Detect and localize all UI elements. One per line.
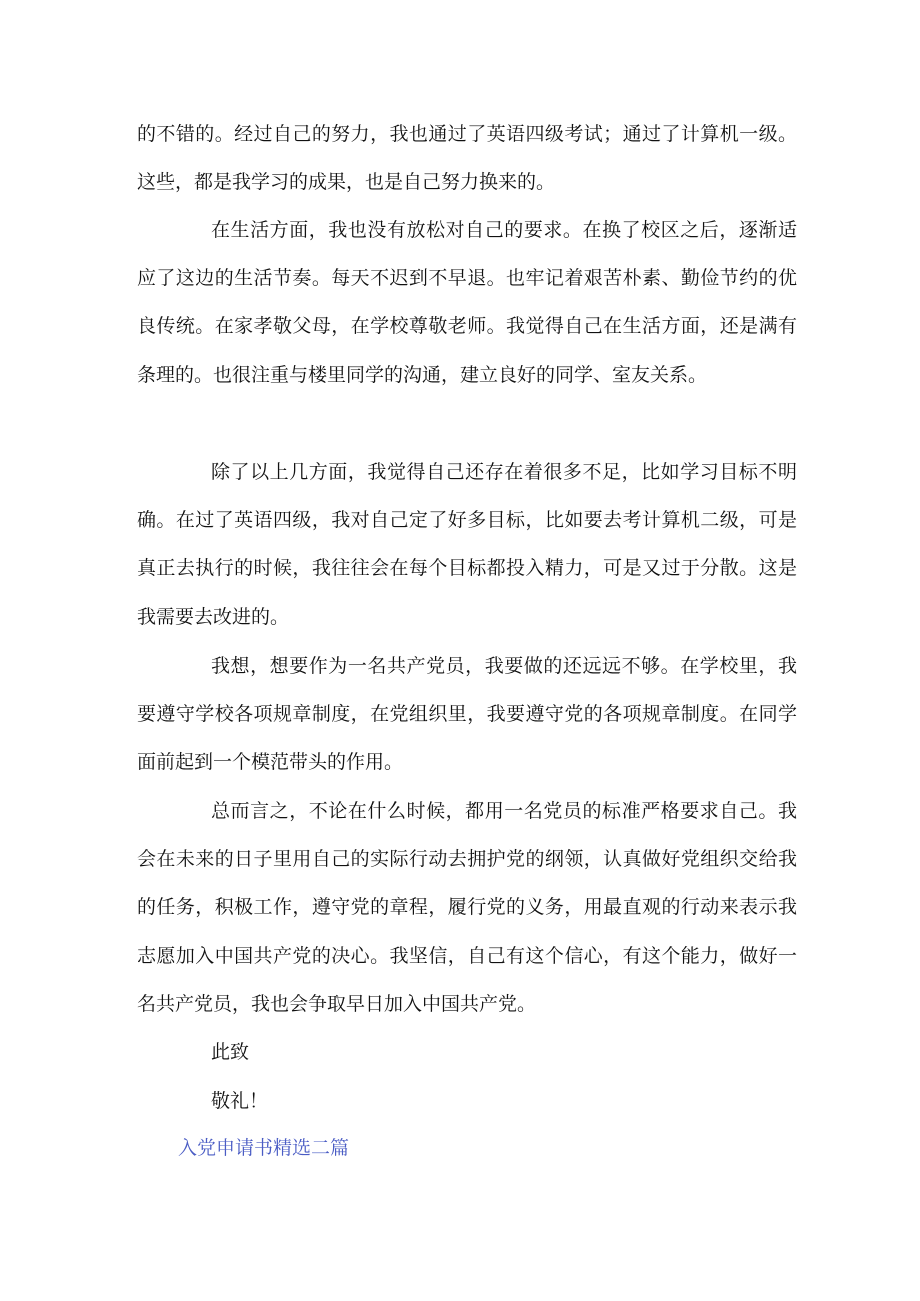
related-article-link[interactable]: 入党申请书精选二篇	[178, 1137, 350, 1159]
paragraph-study-results: 的不错的。经过自己的努力，我也通过了英语四级考试；通过了计算机一级。这些，都是我学习的成果，也是自己努力换来的。	[137, 123, 797, 194]
closing-regards: 敬礼！	[211, 1090, 269, 1112]
paragraph-shortcomings: 除了以上几方面，我觉得自己还存在着很多不足，比如学习目标不明确。在过了英语四级，我对自己定了好多目标，比如要去考计算机二级，可是真正去执行的时候，我往往会在每个目标都投入精力，可是又过于分散。这是我需要去改进的。	[137, 461, 797, 628]
closing-salutation: 此致	[211, 1041, 250, 1063]
paragraph-party-member-goals: 我想，想要作为一名共产党员，我要做的还远远不够。在学校里，我要遵守学校各项规章制度，在党组织里，我要遵守党的各项规章制度。在同学面前起到一个模范带头的作用。	[137, 655, 797, 774]
paragraph-life-aspects: 在生活方面，我也没有放松对自己的要求。在换了校区之后，逐渐适应了这边的生活节奏。每天不迟到不早退。也牢记着艰苦朴素、勤俭节约的优良传统。在家孝敬父母，在学校尊敬老师。我觉得自己在生活方面，还是满有条理的。也很注重与楼里同学的沟通，建立良好的同学、室友关系。	[137, 219, 797, 386]
paragraph-conclusion: 总而言之，不论在什么时候，都用一名党员的标准严格要求自己。我会在未来的日子里用自己的实际行动去拥护党的纲领，认真做好党组织交给我的任务，积极工作，遵守党的章程，履行党的义务，用最直观的行动来表示我志愿加入中国共产党的决心。我坚信，自己有这个信心，有这个能力，做好一名共产党员，我也会争取早日加入中国共产党。	[137, 800, 797, 1015]
